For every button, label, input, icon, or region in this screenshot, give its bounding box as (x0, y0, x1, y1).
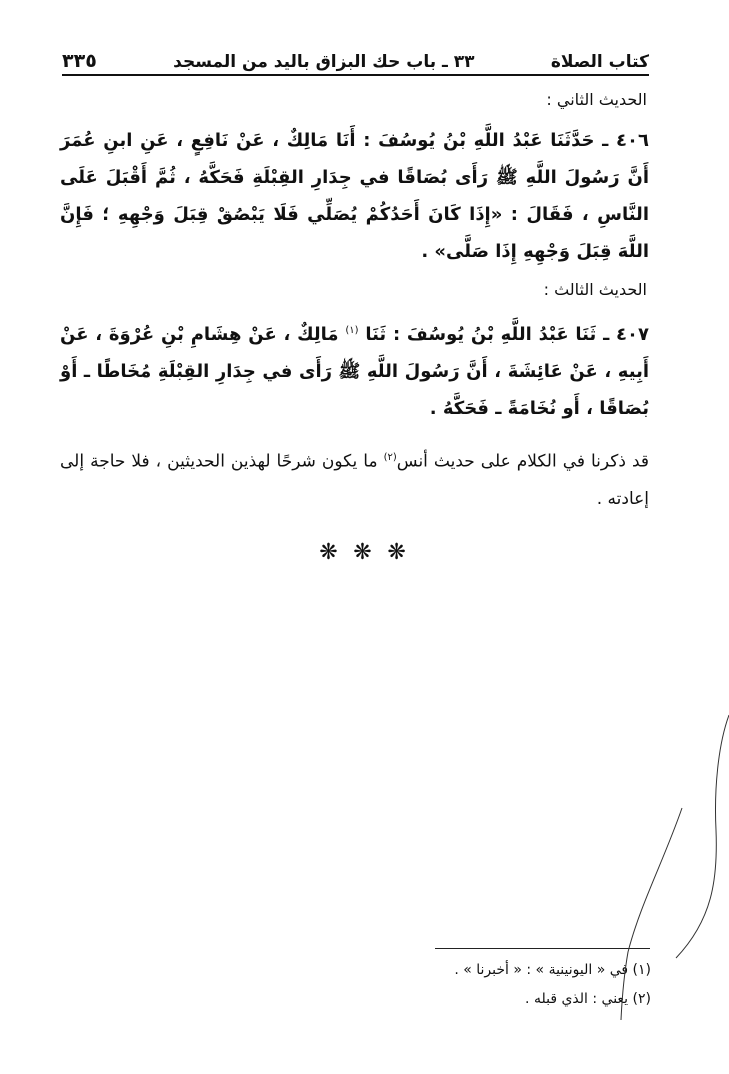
commentary-part-two: ما يكون شرحًا لهذين الحديثين ، فلا حاجة إلى إعادته . (60, 451, 649, 509)
footnote-ref-2: (٢) (383, 452, 397, 463)
running-header (62, 38, 649, 72)
hadith-407-part-one: ٤٠٧ ـ ثَنَا عَبْدُ اللَّهِ بْنُ يُوسُفَ : ثَنَا (365, 324, 649, 345)
footnote-ref-1: (١) (345, 325, 359, 336)
header-rule (62, 74, 649, 76)
footnote-1: (١) في « اليونينية » : « أخبرنا » . (454, 962, 651, 978)
pencil-stroke-right (676, 715, 729, 958)
section-ornament: ❋ ❋ ❋ (319, 540, 410, 565)
hadith-406: ٤٠٦ ـ حَدَّثَنَا عَبْدُ اللَّهِ بْنُ يُوسُفَ : أَنَا مَالِكٌ ، عَنْ نَافِعٍ ، عَنِ ابنِ عُمَرَ أَنَّ رَسُولَ اللَّهِ ﷺ رَأَى بُصَاقًا في جِدَارِ القِبْلَةِ فَحَكَّهُ ، ثُمَّ أَقْبَلَ عَلَى النَّاسِ ، فَقَالَ : «إِذَا كَانَ أَحَدُكُمْ يُصَلِّي فَلَا يَبْصُقْ قِبَلَ وَجْهِهِ ؛ فَإِنَّ اللَّهَ قِبَلَ وَجْهِهِ إِذَا صَلَّى» . (60, 130, 649, 262)
section-heading-hadith-two: الحديث الثاني : (546, 90, 647, 109)
hadith-407-part-two: مَالِكٌ ، عَنْ هِشَامِ بْنِ عُرْوَةَ ، عَنْ أَبِيهِ ، عَنْ عَائِشَةَ ، أَنَّ رَسُولَ اللَّهِ ﷺ رَأَى في جِدَارِ القِبْلَةِ مُخَاطًا ـ أَوْ بُصَاقًا ، أَو نُخَامَةً ـ فَحَكَّهُ . (60, 324, 649, 419)
commentary-part-one: قد ذكرنا في الكلام على حديث أنس (396, 451, 650, 472)
hadith-407 (60, 312, 649, 427)
chapter-title: ٣٣ ـ باب حك البزاق باليد من المسجد (173, 52, 475, 72)
main-text (60, 84, 649, 518)
footnotes (300, 956, 651, 1014)
page-number: ٣٣٥ (62, 50, 97, 72)
section-heading-hadith-three: الحديث الثالث : (543, 280, 647, 299)
book-title: كتاب الصلاة (550, 52, 649, 72)
footnote-2: (٢) يعني : الذي قبله . (525, 991, 651, 1007)
commentary-paragraph (60, 439, 649, 518)
footnote-rule (435, 948, 650, 949)
